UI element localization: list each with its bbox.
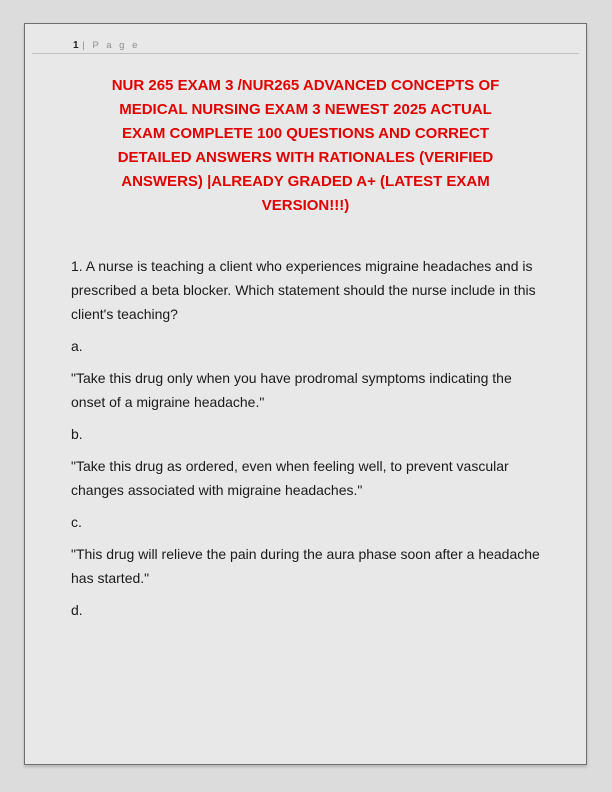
page-header xyxy=(32,24,579,54)
page-number: 1 xyxy=(73,40,80,51)
document-title xyxy=(71,74,540,218)
title-line: DETAILED ANSWERS WITH RATIONALES (VERIFIED xyxy=(117,149,494,166)
option-text-b: "Take this drug as ordered, even when feeling well, to prevent vascular changes associated with migraine headaches." xyxy=(71,458,509,498)
question-text: 1. A nurse is teaching a client who experiences migraine headaches and is prescribed a beta blocker. Which statement should the nurse include in this client's teaching? xyxy=(71,258,536,322)
document-page xyxy=(24,23,587,765)
title-line: EXAM COMPLETE 100 QUESTIONS AND CORRECT xyxy=(122,125,489,142)
option-label-b: b. xyxy=(71,426,83,442)
title-line: NUR 265 EXAM 3 /NUR265 ADVANCED CONCEPTS OF xyxy=(111,77,500,94)
option-label-a: a. xyxy=(71,338,83,354)
page-content xyxy=(25,74,586,622)
page-header-label: | P a g e xyxy=(82,40,140,51)
title-line: ANSWERS) |ALREADY GRADED A+ (LATEST EXAM xyxy=(121,173,490,190)
option-text-c: "This drug will relieve the pain during the aura phase soon after a headache has started." xyxy=(71,546,540,586)
question-block xyxy=(71,254,540,622)
option-label-d: d. xyxy=(71,602,83,618)
title-line: VERSION!!!) xyxy=(261,197,350,214)
option-label-c: c. xyxy=(71,514,82,530)
title-line: MEDICAL NURSING EXAM 3 NEWEST 2025 ACTUAL xyxy=(119,101,492,118)
option-text-a: "Take this drug only when you have prodromal symptoms indicating the onset of a migraine headache." xyxy=(71,370,512,410)
